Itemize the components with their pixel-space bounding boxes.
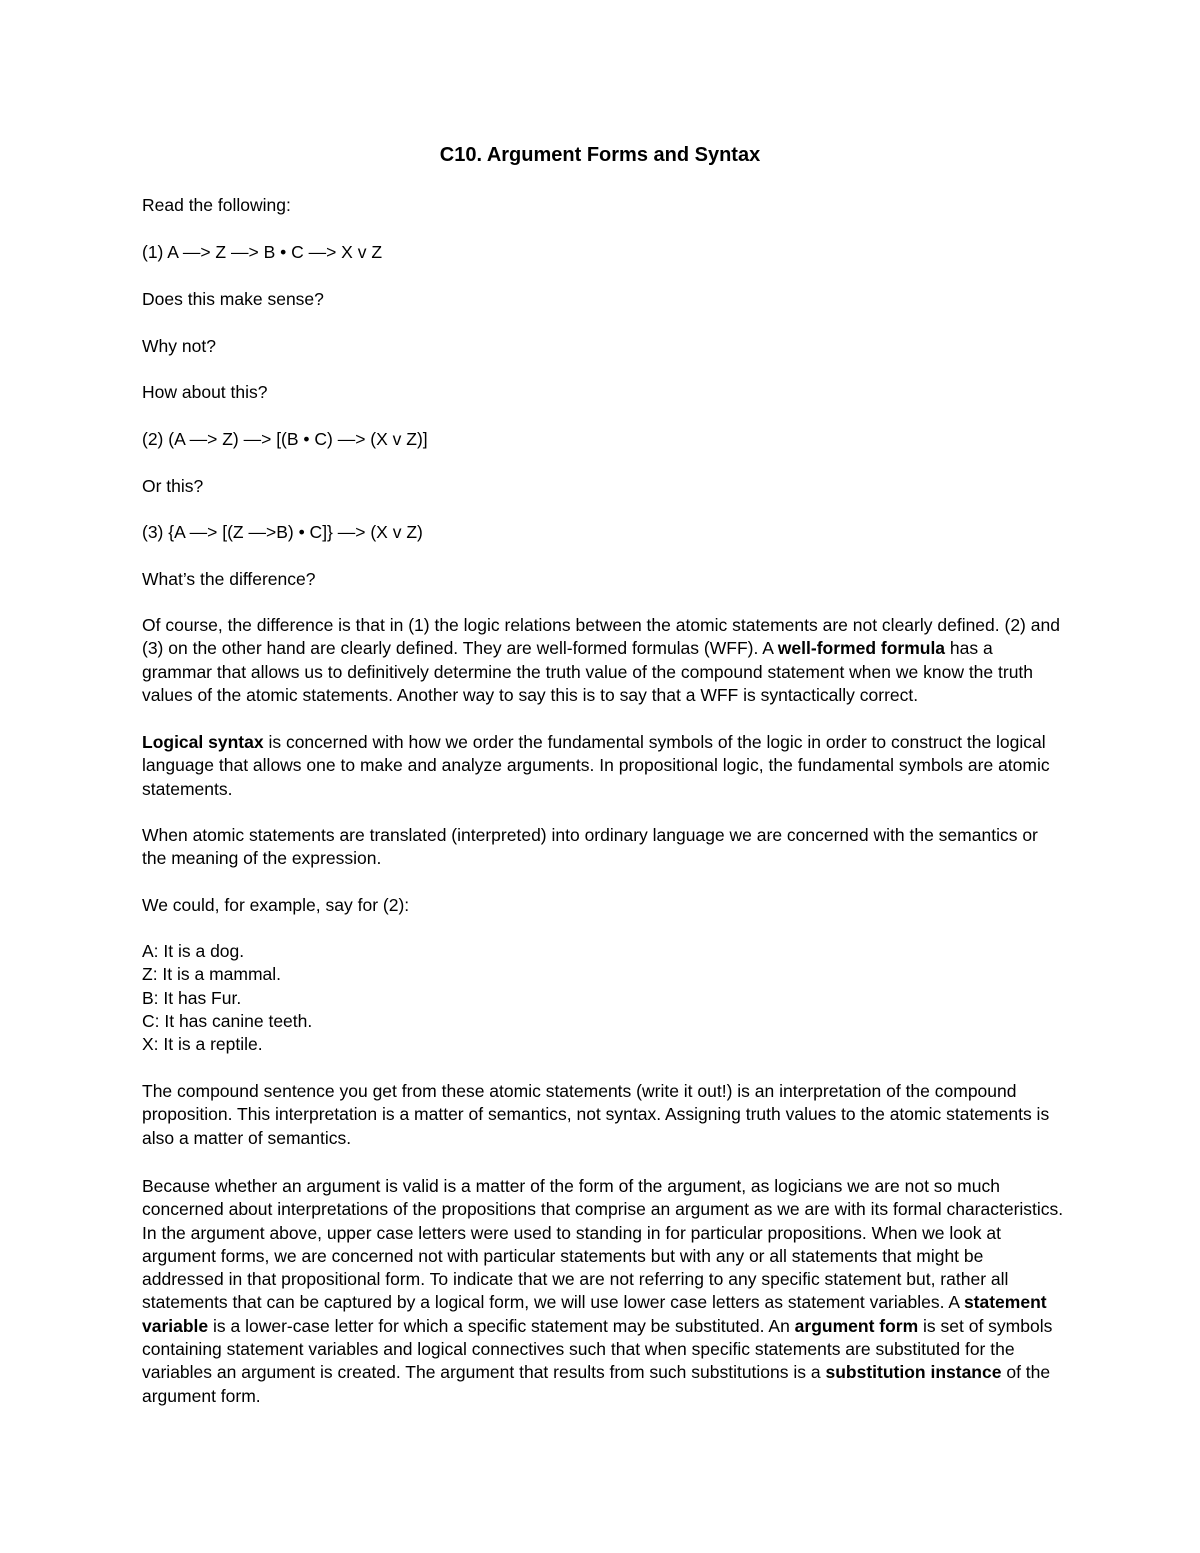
definition-item: B: It has Fur. <box>142 987 242 1008</box>
paragraph-syntax <box>142 731 1067 801</box>
paragraph-compound: The compound sentence you get from these atomic statements (write it out!) is an interpretation of the compound proposition. This interpretation is a matter of semantics, not syntax. Assigning truth values to the atomic statements is also a matter of semantics. <box>142 1081 1050 1148</box>
formula-3: (3) {A —> [(Z —>B) • C]} —> (X v Z) <box>142 522 423 542</box>
paragraph-example: We could, for example, say for (2): <box>142 895 410 915</box>
term-logical-syntax: Logical syntax <box>142 732 264 752</box>
paragraph-argument-forms <box>142 1175 1067 1408</box>
definition-item: Z: It is a mammal. <box>142 964 282 985</box>
paragraph-syntax-text: is concerned with how we order the fundamental symbols of the logic in order to construct the logical language that allows one to make and analyze arguments. In propositional logic, the fundamental symbols are atomic statements. <box>142 732 1050 799</box>
document-title: C10. Argument Forms and Syntax <box>439 144 761 166</box>
paragraph-semantics: When atomic statements are translated (interpreted) into ordinary language we are concerned with the semantics or the meaning of the expression. <box>142 825 1038 869</box>
definition-item: X: It is a reptile. <box>142 1034 263 1055</box>
term-well-formed-formula: well-formed formula <box>777 638 946 659</box>
question-or: Or this? <box>142 476 204 496</box>
paragraph-forms-text-1: Because whether an argument is valid is a matter of the form of the argument, as logicians we are not so much concerned about interpretations of the propositions that comprise an argument as we are with its formal characteristics. In the argument above, upper case letters were used to standing in for particular propositions. When we look at argument forms, we are concerned not with particular statements but with any or all statements that might be addressed in that propositional form. To indicate that we are not referring to any specific statement but, rather all statements that can be captured by a logical form, we will use lower case letters as statement variables. A <box>142 1176 1064 1313</box>
question-sense: Does this make sense? <box>142 289 324 309</box>
question-how: How about this? <box>142 382 268 402</box>
term-substitution-instance: substitution instance <box>825 1362 1002 1383</box>
paragraph-forms-text-3: is set of symbols containing statement variables and logical connectives such that when specific statements are substituted for the variables an argument is created. The argument that results from such substitutions is a <box>142 1315 1053 1383</box>
paragraph-forms-text-4: of the argument form. <box>142 1362 1051 1406</box>
paragraph-wff <box>142 614 1067 707</box>
paragraph-forms-text-2: is a lower-case letter for which a specific statement may be substituted. An <box>208 1315 795 1336</box>
definition-item: A: It is a dog. <box>142 941 245 961</box>
formula-1: (1) A —> Z —> B • C —> X v Z <box>142 242 383 262</box>
paragraph-wff-text-1: Of course, the difference is that in (1) the logic relations between the atomic statements are not clearly defined. (2) and (3) on the other hand are clearly defined. They are well-formed formulas (WFF). A <box>142 615 1060 659</box>
question-difference: What’s the difference? <box>142 569 316 589</box>
paragraph-wff-text-2: has a grammar that allows us to definitively determine the truth value of the compound statement when we know the truth values of the atomic statements. Another way to say this is to say that a WFF is syntactically correct. <box>142 638 1034 705</box>
term-statement-variable: statement variable <box>142 1292 1047 1336</box>
term-argument-form: argument form <box>794 1315 919 1336</box>
formula-2: (2) (A —> Z) —> [(B • C) —> (X v Z)] <box>142 429 428 449</box>
intro-text: Read the following: <box>142 195 291 215</box>
definition-item: C: It has canine teeth. <box>142 1010 313 1031</box>
question-why: Why not? <box>142 336 216 356</box>
definition-list <box>142 940 1067 1056</box>
